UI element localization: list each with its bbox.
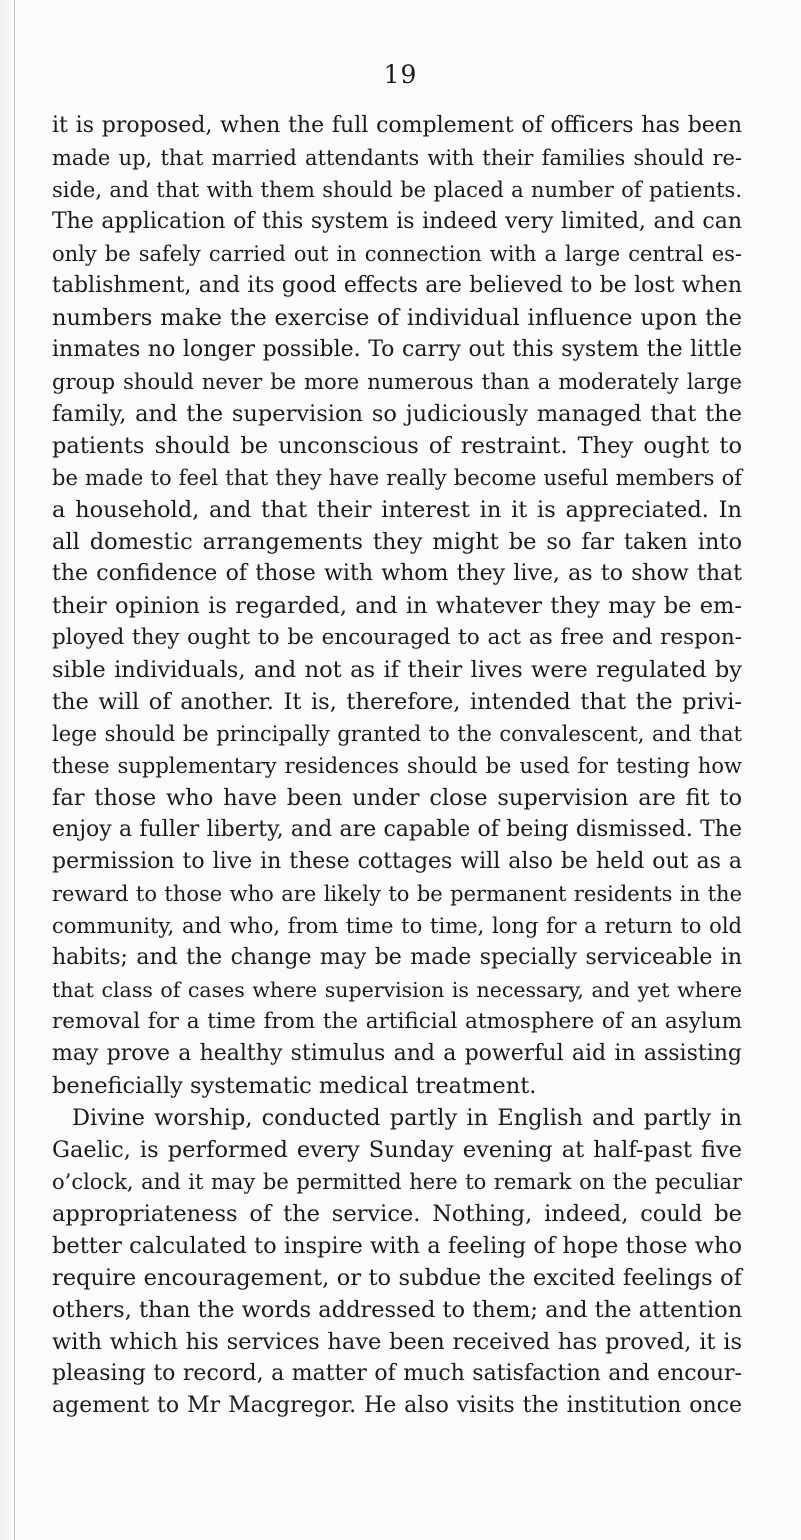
text-line: reward to those who are likely to be permanent residents in the xyxy=(52,882,742,906)
text-line: agement to Mr Macgregor. He also visits the institution once xyxy=(52,1393,742,1418)
page-binding-edge xyxy=(0,0,15,1540)
text-line: enjoy a fuller liberty, and are capable of being dismissed. The xyxy=(52,817,742,842)
text-line: with which his services have been received has proved, it is xyxy=(52,1329,742,1355)
page-number: 19 xyxy=(383,60,418,89)
text-line: The application of this system is indeed very limited, and can xyxy=(52,209,742,234)
text-line: made up, that married attendants with their families should re- xyxy=(52,146,742,170)
body-text xyxy=(52,110,742,1422)
text-line: pleasing to record, a matter of much satisfaction and encour- xyxy=(52,1361,742,1386)
text-line: lege should be principally granted to the convalescent, and that xyxy=(52,722,742,746)
text-line: side, and that with them should be placed a number of patients. xyxy=(52,178,742,202)
text-line: others, than the words addressed to them; and the attention xyxy=(52,1297,743,1323)
text-line: group should never be more numerous than a moderately large xyxy=(52,370,742,394)
text-line: better calculated to inspire with a feeling of hope those who xyxy=(52,1233,742,1259)
text-line: patients should be unconscious of restraint. They ought to xyxy=(52,433,742,459)
text-line: may prove a healthy stimulus and a powerful aid in assisting xyxy=(52,1041,742,1066)
text-line: family, and the supervision so judiciously managed that the xyxy=(52,401,742,427)
text-line: appropriateness of the service. Nothing, indeed, could be xyxy=(52,1201,742,1227)
paragraph-end-line: beneficially systematic medical treatment. xyxy=(52,1073,537,1099)
text-line: these supplementary residences should be used for testing how xyxy=(52,754,742,778)
text-line: tablishment, and its good effects are believed to be lost when xyxy=(52,273,742,298)
text-line: all domestic arrangements they might be so far taken into xyxy=(52,529,742,555)
text-line: o’clock, and it may be permitted here to remark on the peculiar xyxy=(52,1170,742,1194)
text-line: a household, and that their interest in it is appreciated. In xyxy=(52,497,742,523)
text-line: permission to live in these cottages will also be held out as a xyxy=(52,849,742,874)
paragraph-start-line: Divine worship, conducted partly in English and partly in xyxy=(72,1105,742,1131)
text-line: removal for a time from the artificial atmosphere of an asylum xyxy=(52,1009,742,1034)
text-line: ployed they ought to be encouraged to act as free and respon- xyxy=(52,625,742,650)
text-line: it is proposed, when the full complement of officers has been xyxy=(52,113,742,138)
text-line: their opinion is regarded, and in whatever they may be em- xyxy=(52,593,742,619)
text-line: only be safely carried out in connection with a large central es- xyxy=(52,242,742,266)
text-line: the confidence of those with whom they live, as to show that xyxy=(52,561,742,586)
text-line: that class of cases where supervision is necessary, and yet where xyxy=(52,978,742,1002)
text-line: sible individuals, and not as if their lives were regulated by xyxy=(52,657,742,683)
text-line: inmates no longer possible. To carry out this system the little xyxy=(52,337,742,362)
text-line: require encouragement, or to subdue the excited feelings of xyxy=(52,1265,742,1291)
text-line: numbers make the exercise of individual influence upon the xyxy=(52,305,742,331)
text-line: be made to feel that they have really become useful members of xyxy=(52,466,742,490)
text-line: habits; and the change may be made specially serviceable in xyxy=(52,945,742,970)
text-line: community, and who, from time to time, long for a return to old xyxy=(52,914,742,938)
text-line: far those who have been under close supervision are fit to xyxy=(52,785,742,811)
text-line: the will of another. It is, therefore, intended that the privi- xyxy=(52,689,742,715)
text-line: Gaelic, is performed every Sunday evening at half-past five xyxy=(52,1137,742,1163)
